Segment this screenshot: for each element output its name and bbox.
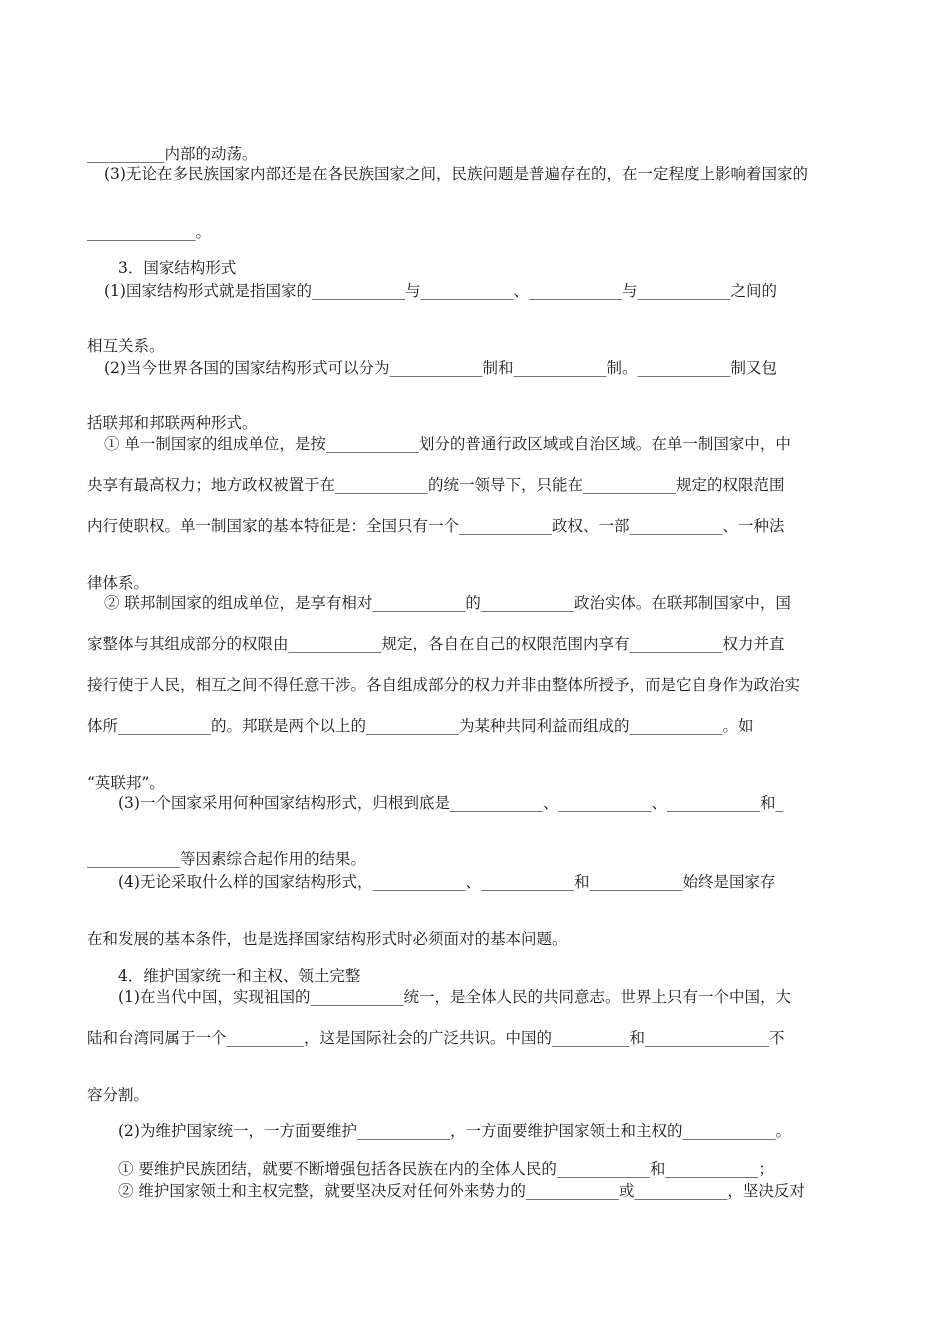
- text-segment: 体所____________的。邦联是两个以上的____________为某种共同利益而组成的____________。如: [87, 717, 754, 735]
- text-line: 在和发展的基本条件，也是选择国家结构形式时必须面对的基本问题。: [87, 929, 568, 948]
- text-line: [87, 1028, 864, 1048]
- text-segment: 央享有最高权力；地方政权被置于在____________的统一领导下，只能在____________规定的权限范围: [87, 476, 785, 494]
- text-segment: 接行使于人民，相互之间不得任意干涉。各自组成部分的权力并非由整体所授予，而是它自身作为政治实: [87, 676, 801, 694]
- text-line: 括联邦和邦联两种形式。: [87, 413, 258, 432]
- text-segment: 家整体与其组成部分的权限由____________规定，各自在自己的权限范围内享有____________权力并直: [87, 635, 785, 653]
- text-line: “英联邦”。: [87, 773, 165, 792]
- text-segment: ② 维护国家领土和主权完整，就要坚决反对任何外来势力的____________或____________，坚决反对: [118, 1182, 805, 1200]
- text-line: [118, 793, 864, 813]
- text-line: [104, 593, 864, 613]
- text-line: __________内部的动荡。: [87, 144, 258, 163]
- text-segment: ② 联邦制国家的组成单位，是享有相对____________的____________政治实体。在联邦制国家中，国: [104, 594, 791, 612]
- text-line: [87, 675, 864, 695]
- text-line: [118, 1181, 864, 1201]
- text-line: ______________。: [87, 222, 212, 241]
- text-line: 容分割。: [87, 1085, 150, 1104]
- text-segment: (1)国家结构形式就是指国家的____________与____________、____________与____________之间的: [104, 282, 777, 300]
- text-segment: (3)一个国家采用何种国家结构形式，归根到底是____________、____________、____________和_: [118, 794, 784, 812]
- text-line: [87, 516, 864, 536]
- text-line: (2)为维护国家统一，一方面要维护____________，一方面要维护国家领土和主权的____________。: [118, 1121, 791, 1140]
- text-line: 相互关系。: [87, 336, 165, 355]
- text-segment: ① 单一制国家的组成单位，是按____________划分的普通行政区域或自治区域。在单一制国家中，中: [104, 435, 791, 453]
- text-segment: (1)在当代中国，实现祖国的____________统一，是全体人民的共同意志。世界上只有一个中国，大: [118, 988, 791, 1006]
- section-heading: 3．国家结构形式: [118, 258, 237, 277]
- text-segment: (2)当今世界各国的国家结构形式可以分为____________制和____________制。____________制又包: [104, 359, 777, 377]
- text-line: [87, 634, 864, 654]
- text-line: [87, 716, 864, 736]
- text-segment: (4)无论采取什么样的国家结构形式，____________、____________和____________始终是国家存: [118, 873, 776, 891]
- text-line: [87, 475, 864, 495]
- text-line: [104, 164, 864, 184]
- text-segment: (3)无论在多民族国家内部还是在各民族国家之间，民族问题是普遍存在的，在一定程度上影响着国家的: [104, 165, 808, 183]
- text-line: [104, 358, 864, 378]
- text-line: ① 要维护民族团结，就要不断增强包括各民族在内的全体人民的____________和____________；: [118, 1159, 774, 1178]
- section-heading: 4．维护国家统一和主权、领土完整: [118, 966, 361, 985]
- text-line: [118, 872, 864, 892]
- text-line: [104, 434, 864, 454]
- text-segment: 内行使职权。单一制国家的基本特征是：全国只有一个____________政权、一部____________、一种法: [87, 517, 785, 535]
- text-line: [118, 987, 864, 1007]
- text-line: ____________等因素综合起作用的结果。: [87, 849, 367, 868]
- text-line: [104, 281, 864, 301]
- text-line: 律体系。: [87, 573, 150, 592]
- text-segment: 陆和台湾同属于一个__________，这是国际社会的广泛共识。中国的__________和________________不: [87, 1029, 785, 1047]
